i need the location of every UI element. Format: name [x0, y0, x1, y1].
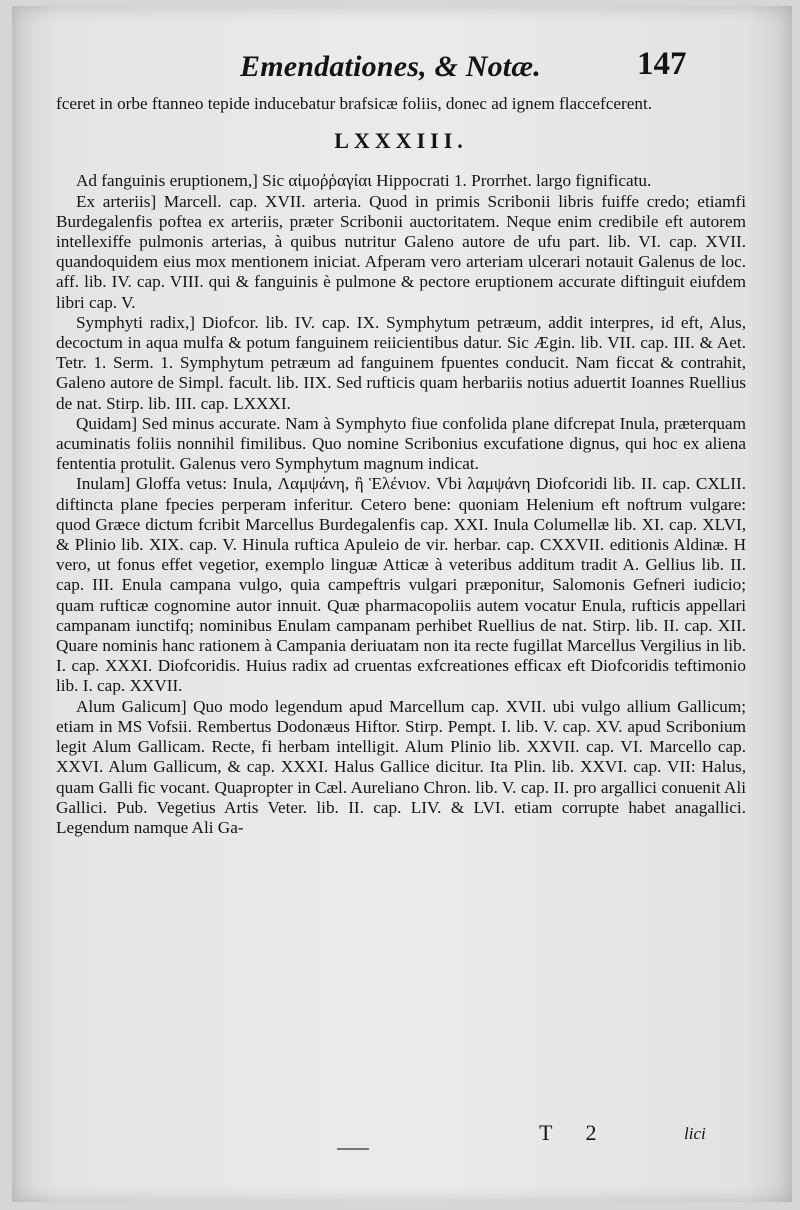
page-header	[12, 46, 792, 94]
running-title: Emendationes, & Notæ.	[240, 50, 541, 83]
paragraph-inulam: Inulam] Gloffa vetus: Inula, Λαμψάνη, ἢ Ἑλένιον. Vbi λαμψάνη Diofcoridi lib. II. cap. CXLII. diftincta plane fpecies perperam inferitur. Cetero bene: quoniam Helenium eft noftrum vulgare: quod Græce dictum fcribit Marcellus Burdegalenfis cap. XXI. Inula Columellæ lib. XI. cap. XLVI, & Plinio lib. XIX. cap. V. Hinula ruftica Apuleio de vir. herbar. cap. CXXVII. editionis Aldinæ. H vero, ut fonus effet vegetior, exemplo linguæ Atticæ à veteribus additum tradit A. Gellius lib. II. cap. III. Enula campana vulgo, quia campeftris vulgari præponitur, Salomonis Gefneri iudicio; quam rufticæ cognomine autor innuit. Quæ pharmacopoliis autem vocatur Enula, rufticis appellari campanam iunctifq; nominibus Enulam campanam perhibet Ruellius de nat. Stirp. lib. II. cap. XII. Quare nominis hanc rationem à Campania deriuatam non ita recte fugillat Marcellus Vergilius in lib. I. cap. XXXI. Diofcoridis. Huius radix ad cruentas exfcreationes efficax eft Diofcoridis teftimonio lib. I. cap. XXVII.	[56, 474, 746, 696]
page-footer	[12, 1116, 792, 1156]
opening-paragraph: fceret in orbe ftanneo tepide inducebatur brafsicæ foliis, donec ad ignem flaccefcerent.	[56, 94, 653, 113]
body-text	[56, 94, 746, 838]
section-heading: LXXXIII.	[334, 128, 468, 154]
book-page	[12, 6, 792, 1202]
catchword: lici	[684, 1124, 706, 1143]
paragraph-arteriis: Ex arteriis] Marcell. cap. XVII. arteria. Quod in primis Scribonii libris fuiffe credo; etiamfi Burdegalenfis poftea ex arteriis, præter Scribonii auctoritatem. Neque enim credibile eft autorem intellexiffe pulmonis arterias, à quibus nutritur Galeno autore de ufu part. lib. VI. cap. XVII. quandoquidem eius mox mentionem iniciat. Afperam vero arteriam ulcerari notauit Galenus de loc. aff. lib. IV. cap. VIII. qui & fanguinis è pulmone & pectore eruptionem accurate diftinguit eiufdem libri cap. V.	[56, 191, 746, 312]
signature-mark: T 2	[539, 1120, 611, 1145]
ornament-rule	[337, 1148, 369, 1150]
paragraph-alum-galicum: Alum Galicum] Quo modo legendum apud Marcellum cap. XVII. ubi vulgo allium Gallicum; etiam in MS Vofsii. Rembertus Dodonæus Hiftor. Stirp. Pempt. I. lib. V. cap. XV. apud Scribonium legit Alum Gallicam. Recte, fi herbam intelligit. Alum Plinio lib. XXVII. cap. VI. Marcello cap. XXVI. Alum Gallicum, & cap. XXXI. Halus Gallice dicitur. Ita Plin. lib. XXVI. cap. VII: Halus, quam Galli fic vocant. Quapropter in Cæl. Aureliano Chron. lib. V. cap. II. pro argallici conuenit Ali Gallici. Pub. Vegetius Artis Veter. lib. II. cap. LIV. & LVI. etiam corrupte habet anagallici. Legendum namque Ali Ga-	[56, 696, 746, 837]
paragraph-quidam: Quidam] Sed minus accurate. Nam à Symphyto fiue confolida plane difcrepat Inula, præterquam acuminatis foliis nonnihil fimilibus. Quo nomine Scribonius excufatione dignus, qui hoc ex aliena fententia protulit. Galenus vero Symphytum magnum indicat.	[56, 413, 746, 474]
paragraph-symphyti: Symphyti radix,] Diofcor. lib. IV. cap. IX. Symphytum petræum, addit interpres, id eft, Alus, decoctum in aqua mulfa & potum fanguinem reiicientibus datur. Sic Ægin. lib. VII. cap. III. & Aet. Tetr. 1. Serm. 1. Symphytum petræum ad fanguinem fpuentes conducit. Nam ficcat & contrahit, Galeno autore de Simpl. facult. lib. IIX. Sed rufticis quam herbariis notius aduertit Ioannes Ruellius de nat. Stirp. lib. III. cap. LXXXI.	[56, 312, 746, 413]
paragraph-sanguinis: Ad fanguinis eruptionem,] Sic αἱμοῤῥαγίαι Hippocrati 1. Prorrhet. largo fignificatu.	[76, 171, 652, 191]
page-number: 147	[637, 46, 687, 82]
